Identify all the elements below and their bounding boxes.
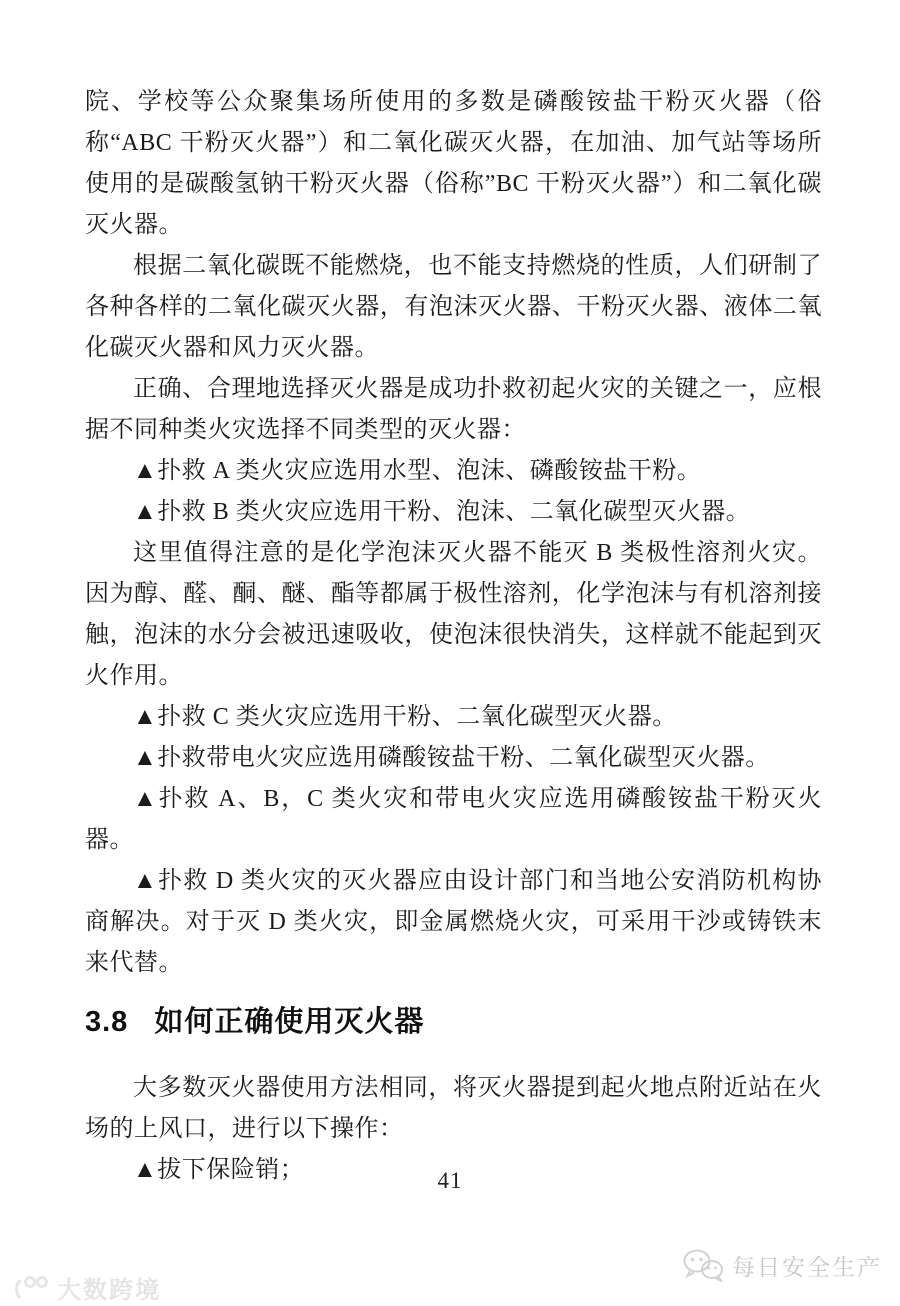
right-watermark-text: 每日安全生产 (732, 1253, 882, 1280)
paragraph-continuation: 院、学校等公众聚集场所使用的多数是磷酸铵盐干粉灭火器（俗称“ABC 干粉灭火器”）和二氧化碳灭火器，在加油、加气站等场所使用的是碳酸氢钠干粉灭火器（俗称”BC 干粉灭火器”）和二氧化碳灭火器。 (85, 89, 822, 238)
wechat-icon (682, 1248, 724, 1282)
left-watermark (12, 1270, 161, 1305)
section-heading (85, 1002, 822, 1042)
bullet-item-class-b: ▲扑救 B 类火灾应选用干粉、泡沫、二氧化碳型灭火器。 (133, 499, 751, 525)
page-content (85, 82, 822, 1191)
bullet-item-class-c: ▲扑救 C 类火灾应选用干粉、二氧化碳型灭火器。 (133, 704, 677, 730)
bullet-item-class-d: ▲扑救 D 类火灾的灭火器应由设计部门和当地公安消防机构协商解决。对于灭 D 类火灾，即金属燃烧火灾，可采用干沙或铸铁末来代替。 (85, 868, 822, 976)
paragraph: 这里值得注意的是化学泡沫灭火器不能灭 B 类极性溶剂火灾。因为醇、醛、酮、醚、酯等都属于极性溶剂，化学泡沫与有机溶剂接触，泡沫的水分会被迅速吸收，使泡沫很快消失，这样就不能起到灭火作用。 (85, 540, 822, 689)
bullet-item-electrical: ▲扑救带电火灾应选用磷酸铵盐干粉、二氧化碳型灭火器。 (133, 745, 770, 771)
paragraph: 正确、合理地选择灭火器是成功扑救初起火灾的关键之一，应根据不同种类火灾选择不同类型的灭火器： (85, 376, 822, 443)
right-watermark (682, 1248, 882, 1282)
paragraph: 大多数灭火器使用方法相同，将灭火器提到起火地点附近站在火场的上风口，进行以下操作： (85, 1075, 822, 1142)
bullet-item-pull-pin: ▲拔下保险销； (133, 1157, 305, 1183)
section-title: 如何正确使用灭火器 (154, 1006, 425, 1038)
paragraph: 根据二氧化碳既不能燃烧，也不能支持燃烧的性质，人们研制了各种各样的二氧化碳灭火器，有泡沫灭火器、干粉灭火器、液体二氧化碳灭火器和风力灭火器。 (85, 253, 822, 361)
section-number: 3.8 (85, 1006, 129, 1038)
bullet-item-class-a: ▲扑救 A 类火灾应选用水型、泡沫、磷酸铵盐干粉。 (133, 458, 702, 484)
bullet-item-abc: ▲扑救 A、B，C 类火灾和带电火灾应选用磷酸铵盐干粉灭火器。 (85, 786, 822, 853)
page-number: 41 (437, 1168, 463, 1193)
left-watermark-text: 大数跨境 (57, 1277, 161, 1304)
dashu-logo-icon (12, 1274, 52, 1302)
